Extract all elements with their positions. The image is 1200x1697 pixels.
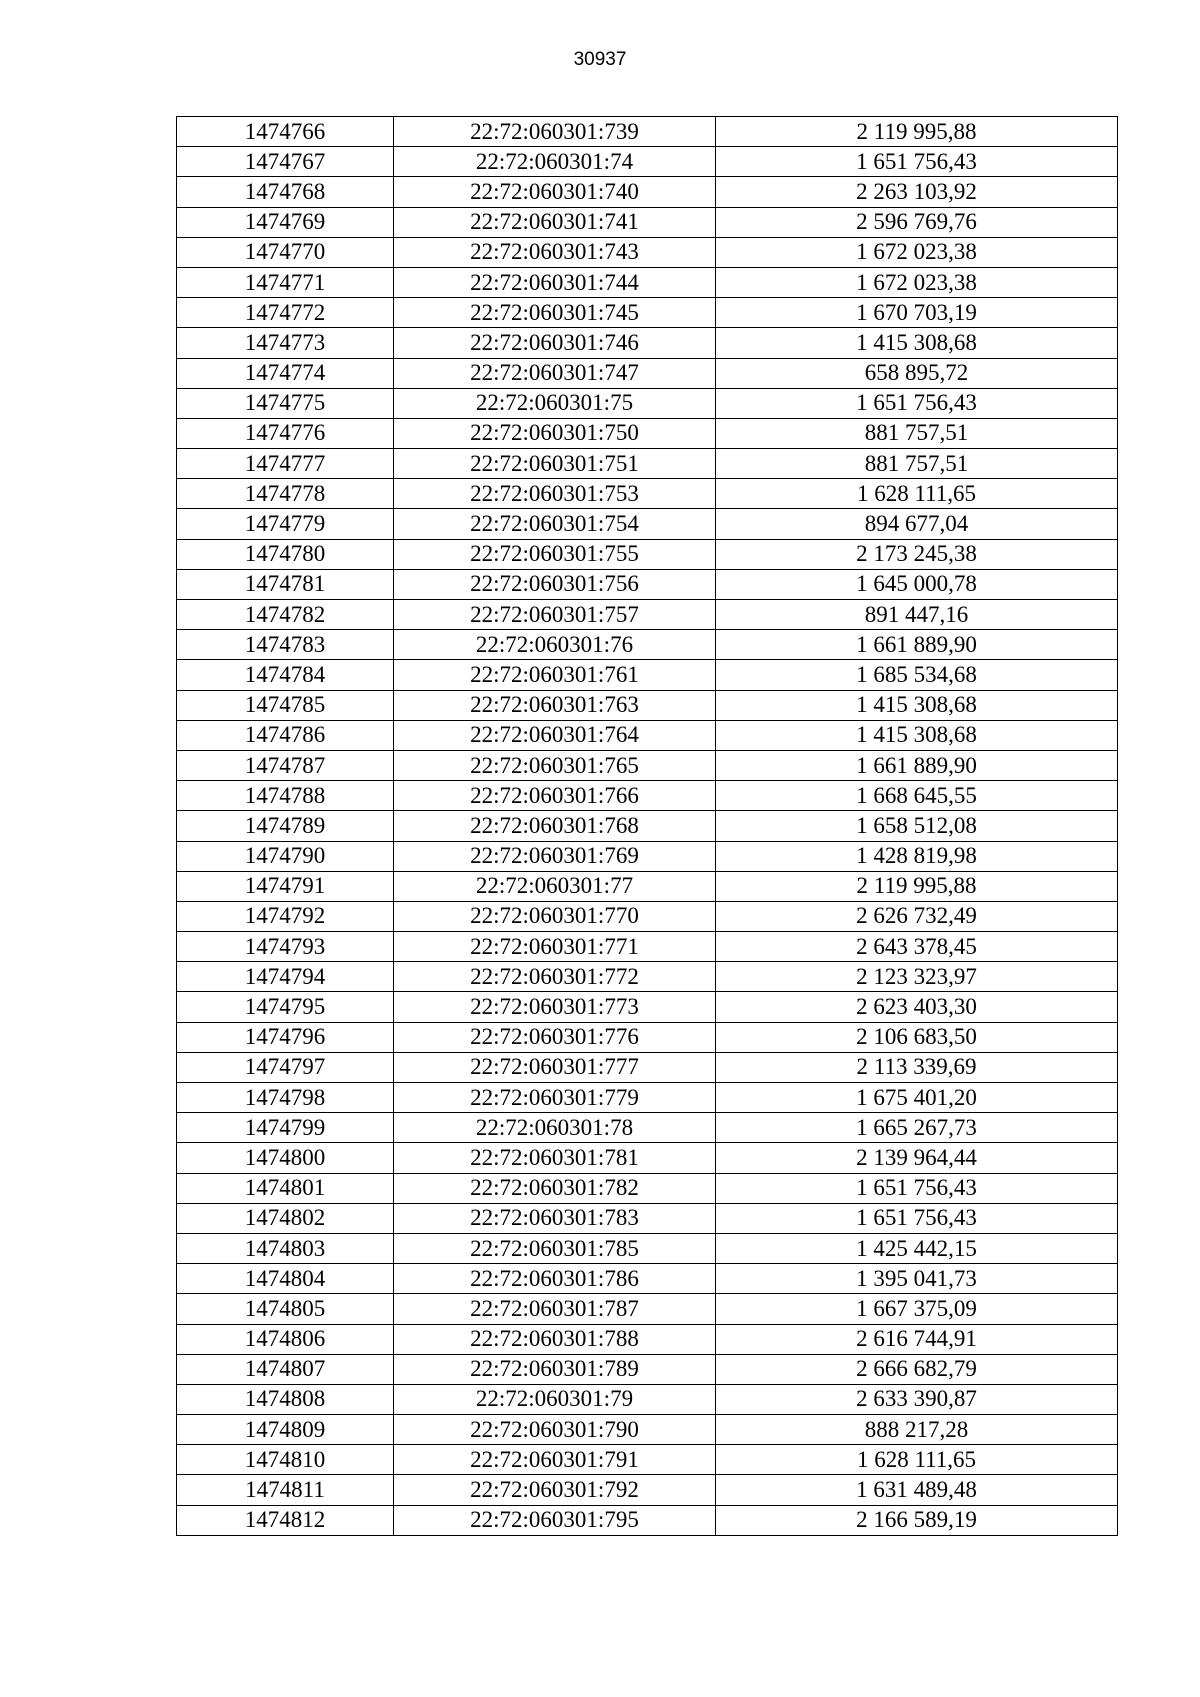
cadastral-value-cell: 1 628 111,65 (716, 1445, 1118, 1475)
record-number-cell: 1474807 (177, 1354, 394, 1384)
record-number-cell: 1474797 (177, 1052, 394, 1082)
record-number-cell: 1474799 (177, 1113, 394, 1143)
cadastral-number-cell: 22:72:060301:763 (394, 690, 716, 720)
cadastral-value-cell: 1 685 534,68 (716, 660, 1118, 690)
cadastral-number-cell: 22:72:060301:740 (394, 177, 716, 207)
cadastral-value-cell: 2 106 683,50 (716, 1022, 1118, 1052)
cadastral-value-cell: 1 651 756,43 (716, 1203, 1118, 1233)
table-row (177, 992, 1118, 1022)
record-number-cell: 1474781 (177, 569, 394, 599)
table-row (177, 569, 1118, 599)
table-row (177, 237, 1118, 267)
cadastral-value-cell: 1 665 267,73 (716, 1113, 1118, 1143)
record-number-cell: 1474809 (177, 1415, 394, 1445)
record-number-cell: 1474792 (177, 901, 394, 931)
table-row (177, 358, 1118, 388)
cadastral-value-cell: 1 425 442,15 (716, 1233, 1118, 1263)
cadastral-value-cell: 1 651 756,43 (716, 1173, 1118, 1203)
cadastral-value-cell: 2 113 339,69 (716, 1052, 1118, 1082)
cadastral-value-cell: 1 661 889,90 (716, 750, 1118, 780)
cadastral-value-cell: 2 626 732,49 (716, 901, 1118, 931)
record-number-cell: 1474779 (177, 509, 394, 539)
record-number-cell: 1474801 (177, 1173, 394, 1203)
registry-table-body (177, 117, 1118, 1536)
table-row (177, 600, 1118, 630)
table-row (177, 1294, 1118, 1324)
cadastral-number-cell: 22:72:060301:765 (394, 750, 716, 780)
cadastral-value-cell: 1 428 819,98 (716, 841, 1118, 871)
cadastral-number-cell: 22:72:060301:783 (394, 1203, 716, 1233)
table-row (177, 539, 1118, 569)
cadastral-number-cell: 22:72:060301:79 (394, 1384, 716, 1414)
record-number-cell: 1474791 (177, 871, 394, 901)
table-row (177, 871, 1118, 901)
cadastral-value-cell: 658 895,72 (716, 358, 1118, 388)
table-row (177, 750, 1118, 780)
cadastral-value-cell: 1 675 401,20 (716, 1083, 1118, 1113)
record-number-cell: 1474766 (177, 117, 394, 147)
cadastral-number-cell: 22:72:060301:76 (394, 630, 716, 660)
table-row (177, 177, 1118, 207)
cadastral-value-cell: 2 616 744,91 (716, 1324, 1118, 1354)
cadastral-value-cell: 2 596 769,76 (716, 207, 1118, 237)
cadastral-value-cell: 2 123 323,97 (716, 962, 1118, 992)
record-number-cell: 1474796 (177, 1022, 394, 1052)
record-number-cell: 1474774 (177, 358, 394, 388)
record-number-cell: 1474795 (177, 992, 394, 1022)
table-row (177, 207, 1118, 237)
cadastral-number-cell: 22:72:060301:761 (394, 660, 716, 690)
record-number-cell: 1474771 (177, 267, 394, 297)
record-number-cell: 1474784 (177, 660, 394, 690)
cadastral-number-cell: 22:72:060301:779 (394, 1083, 716, 1113)
record-number-cell: 1474776 (177, 418, 394, 448)
cadastral-value-cell: 888 217,28 (716, 1415, 1118, 1445)
record-number-cell: 1474767 (177, 147, 394, 177)
table-row (177, 781, 1118, 811)
cadastral-number-cell: 22:72:060301:744 (394, 267, 716, 297)
record-number-cell: 1474802 (177, 1203, 394, 1233)
cadastral-value-cell: 1 658 512,08 (716, 811, 1118, 841)
cadastral-value-cell: 894 677,04 (716, 509, 1118, 539)
cadastral-value-cell: 1 672 023,38 (716, 237, 1118, 267)
cadastral-value-cell: 1 415 308,68 (716, 720, 1118, 750)
cadastral-value-cell: 1 415 308,68 (716, 690, 1118, 720)
table-row (177, 1445, 1118, 1475)
record-number-cell: 1474783 (177, 630, 394, 660)
cadastral-number-cell: 22:72:060301:785 (394, 1233, 716, 1263)
table-row (177, 117, 1118, 147)
record-number-cell: 1474810 (177, 1445, 394, 1475)
page-number: 30937 (573, 49, 627, 70)
table-row (177, 690, 1118, 720)
record-number-cell: 1474787 (177, 750, 394, 780)
cadastral-value-cell: 1 667 375,09 (716, 1294, 1118, 1324)
cadastral-number-cell: 22:72:060301:773 (394, 992, 716, 1022)
record-number-cell: 1474790 (177, 841, 394, 871)
record-number-cell: 1474773 (177, 328, 394, 358)
table-row (177, 388, 1118, 418)
cadastral-number-cell: 22:72:060301:739 (394, 117, 716, 147)
cadastral-value-cell: 1 631 489,48 (716, 1475, 1118, 1505)
record-number-cell: 1474782 (177, 600, 394, 630)
table-row (177, 720, 1118, 750)
table-row (177, 449, 1118, 479)
table-row (177, 479, 1118, 509)
record-number-cell: 1474770 (177, 237, 394, 267)
cadastral-number-cell: 22:72:060301:77 (394, 871, 716, 901)
table-row (177, 1022, 1118, 1052)
record-number-cell: 1474775 (177, 388, 394, 418)
cadastral-value-cell: 2 139 964,44 (716, 1143, 1118, 1173)
table-row (177, 1475, 1118, 1505)
cadastral-number-cell: 22:72:060301:747 (394, 358, 716, 388)
cadastral-number-cell: 22:72:060301:795 (394, 1505, 716, 1535)
record-number-cell: 1474778 (177, 479, 394, 509)
table-row (177, 811, 1118, 841)
cadastral-number-cell: 22:72:060301:791 (394, 1445, 716, 1475)
record-number-cell: 1474794 (177, 962, 394, 992)
table-row (177, 147, 1118, 177)
table-row (177, 1264, 1118, 1294)
cadastral-number-cell: 22:72:060301:771 (394, 932, 716, 962)
record-number-cell: 1474812 (177, 1505, 394, 1535)
table-row (177, 660, 1118, 690)
cadastral-number-cell: 22:72:060301:751 (394, 449, 716, 479)
cadastral-value-cell: 2 633 390,87 (716, 1384, 1118, 1414)
cadastral-number-cell: 22:72:060301:756 (394, 569, 716, 599)
cadastral-number-cell: 22:72:060301:772 (394, 962, 716, 992)
record-number-cell: 1474786 (177, 720, 394, 750)
cadastral-number-cell: 22:72:060301:788 (394, 1324, 716, 1354)
cadastral-number-cell: 22:72:060301:74 (394, 147, 716, 177)
table-row (177, 1505, 1118, 1535)
record-number-cell: 1474804 (177, 1264, 394, 1294)
table-row (177, 1415, 1118, 1445)
table-row (177, 1173, 1118, 1203)
table-row (177, 932, 1118, 962)
cadastral-number-cell: 22:72:060301:786 (394, 1264, 716, 1294)
table-row (177, 328, 1118, 358)
cadastral-number-cell: 22:72:060301:78 (394, 1113, 716, 1143)
cadastral-number-cell: 22:72:060301:782 (394, 1173, 716, 1203)
record-number-cell: 1474777 (177, 449, 394, 479)
cadastral-number-cell: 22:72:060301:746 (394, 328, 716, 358)
table-row (177, 1203, 1118, 1233)
cadastral-value-cell: 1 668 645,55 (716, 781, 1118, 811)
cadastral-value-cell: 1 651 756,43 (716, 388, 1118, 418)
table-row (177, 509, 1118, 539)
record-number-cell: 1474806 (177, 1324, 394, 1354)
cadastral-number-cell: 22:72:060301:770 (394, 901, 716, 931)
record-number-cell: 1474793 (177, 932, 394, 962)
cadastral-number-cell: 22:72:060301:776 (394, 1022, 716, 1052)
cadastral-number-cell: 22:72:060301:769 (394, 841, 716, 871)
cadastral-value-cell: 881 757,51 (716, 418, 1118, 448)
table-row (177, 1052, 1118, 1082)
table-row (177, 962, 1118, 992)
record-number-cell: 1474788 (177, 781, 394, 811)
cadastral-number-cell: 22:72:060301:745 (394, 298, 716, 328)
cadastral-value-cell: 1 395 041,73 (716, 1264, 1118, 1294)
table-row (177, 901, 1118, 931)
record-number-cell: 1474780 (177, 539, 394, 569)
cadastral-number-cell: 22:72:060301:764 (394, 720, 716, 750)
table-row (177, 298, 1118, 328)
table-row (177, 418, 1118, 448)
cadastral-number-cell: 22:72:060301:792 (394, 1475, 716, 1505)
registry-table (176, 116, 1118, 1536)
cadastral-number-cell: 22:72:060301:789 (394, 1354, 716, 1384)
table-row (177, 841, 1118, 871)
cadastral-value-cell: 2 119 995,88 (716, 871, 1118, 901)
cadastral-value-cell: 2 119 995,88 (716, 117, 1118, 147)
record-number-cell: 1474800 (177, 1143, 394, 1173)
cadastral-number-cell: 22:72:060301:753 (394, 479, 716, 509)
cadastral-value-cell: 2 166 589,19 (716, 1505, 1118, 1535)
cadastral-value-cell: 2 173 245,38 (716, 539, 1118, 569)
cadastral-number-cell: 22:72:060301:768 (394, 811, 716, 841)
cadastral-value-cell: 1 628 111,65 (716, 479, 1118, 509)
table-row (177, 1143, 1118, 1173)
table-row (177, 1113, 1118, 1143)
table-row (177, 1083, 1118, 1113)
cadastral-number-cell: 22:72:060301:766 (394, 781, 716, 811)
cadastral-value-cell: 891 447,16 (716, 600, 1118, 630)
cadastral-number-cell: 22:72:060301:777 (394, 1052, 716, 1082)
cadastral-value-cell: 1 672 023,38 (716, 267, 1118, 297)
cadastral-value-cell: 2 666 682,79 (716, 1354, 1118, 1384)
record-number-cell: 1474769 (177, 207, 394, 237)
cadastral-number-cell: 22:72:060301:757 (394, 600, 716, 630)
table-row (177, 630, 1118, 660)
cadastral-number-cell: 22:72:060301:781 (394, 1143, 716, 1173)
record-number-cell: 1474768 (177, 177, 394, 207)
cadastral-number-cell: 22:72:060301:75 (394, 388, 716, 418)
table-row (177, 1233, 1118, 1263)
cadastral-number-cell: 22:72:060301:743 (394, 237, 716, 267)
cadastral-value-cell: 2 643 378,45 (716, 932, 1118, 962)
table-row (177, 1354, 1118, 1384)
cadastral-value-cell: 1 651 756,43 (716, 147, 1118, 177)
cadastral-number-cell: 22:72:060301:790 (394, 1415, 716, 1445)
cadastral-number-cell: 22:72:060301:787 (394, 1294, 716, 1324)
record-number-cell: 1474785 (177, 690, 394, 720)
cadastral-number-cell: 22:72:060301:755 (394, 539, 716, 569)
record-number-cell: 1474772 (177, 298, 394, 328)
record-number-cell: 1474798 (177, 1083, 394, 1113)
record-number-cell: 1474803 (177, 1233, 394, 1263)
cadastral-value-cell: 1 670 703,19 (716, 298, 1118, 328)
table-row (177, 1384, 1118, 1414)
cadastral-value-cell: 881 757,51 (716, 449, 1118, 479)
record-number-cell: 1474805 (177, 1294, 394, 1324)
record-number-cell: 1474811 (177, 1475, 394, 1505)
table-row (177, 267, 1118, 297)
record-number-cell: 1474808 (177, 1384, 394, 1414)
table-row (177, 1324, 1118, 1354)
cadastral-number-cell: 22:72:060301:750 (394, 418, 716, 448)
record-number-cell: 1474789 (177, 811, 394, 841)
cadastral-value-cell: 1 415 308,68 (716, 328, 1118, 358)
cadastral-value-cell: 1 645 000,78 (716, 569, 1118, 599)
cadastral-value-cell: 2 263 103,92 (716, 177, 1118, 207)
cadastral-value-cell: 2 623 403,30 (716, 992, 1118, 1022)
cadastral-number-cell: 22:72:060301:741 (394, 207, 716, 237)
cadastral-number-cell: 22:72:060301:754 (394, 509, 716, 539)
cadastral-value-cell: 1 661 889,90 (716, 630, 1118, 660)
